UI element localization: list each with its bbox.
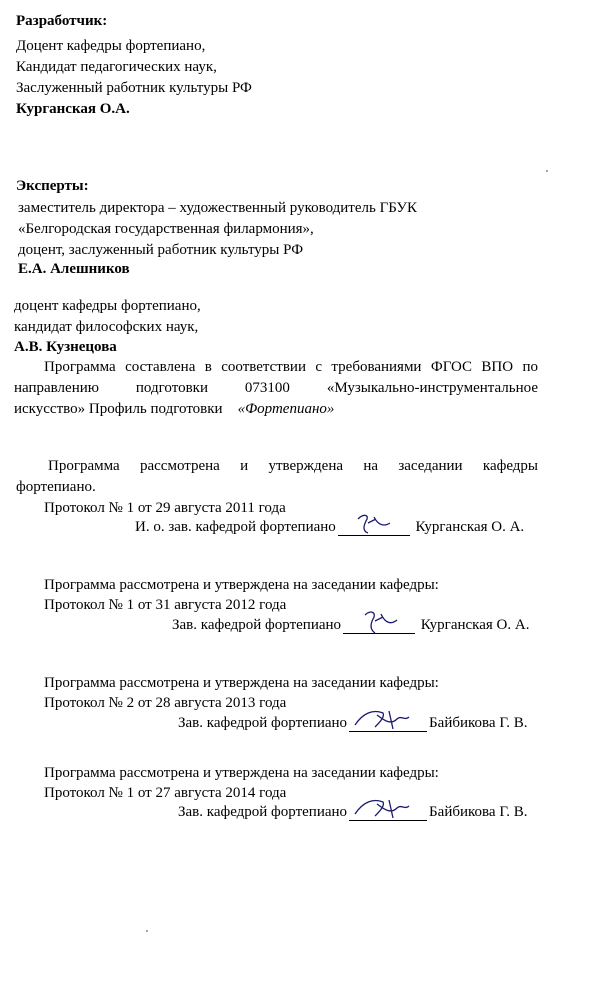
expert1-line: заместитель директора – художественный руководитель ГБУК — [18, 200, 417, 216]
compliance-line-prefix: искусство» Профиль подготовки — [14, 401, 223, 417]
approval-role: Зав. кафедрой фортепиано — [172, 617, 342, 633]
expert2-line: кандидат философских наук, — [14, 319, 199, 335]
approval-role: Зав. кафедрой фортепиано — [178, 715, 348, 731]
approval-role: И. о. зав. кафедрой фортепиано — [135, 519, 336, 535]
developer-line: Доцент кафедры фортепиано, — [16, 38, 206, 54]
developer-heading: Разработчик: — [16, 13, 108, 29]
handwritten-signature — [338, 519, 410, 536]
approval-signature-row — [135, 518, 524, 536]
scan-speck — [146, 930, 148, 932]
approval-signature-row — [172, 616, 529, 634]
approval-name: Байбикова Г. В. — [429, 804, 528, 820]
approval-text: Программа рассмотрена и утверждена на заседании кафедры — [48, 458, 538, 474]
expert2-name: А.В. Кузнецова — [14, 339, 117, 355]
approval-protocol: Протокол № 1 от 31 августа 2012 года — [44, 597, 287, 613]
approval-protocol: Протокол № 1 от 29 августа 2011 года — [44, 500, 286, 516]
expert1-line: доцент, заслуженный работник культуры РФ — [18, 242, 304, 258]
approval-text: Программа рассмотрена и утверждена на заседании кафедры: — [44, 765, 439, 781]
approval-text: Программа рассмотрена и утверждена на заседании кафедры: — [44, 577, 439, 593]
developer-line: Кандидат педагогических наук, — [16, 59, 217, 75]
handwritten-signature — [349, 804, 427, 821]
approval-text: фортепиано. — [16, 479, 96, 495]
compliance-line — [14, 400, 334, 418]
approval-name: Курганская О. А. — [415, 519, 525, 535]
expert1-line: «Белгородская государственная филармония», — [18, 221, 314, 237]
approval-text: Программа рассмотрена и утверждена на заседании кафедры: — [44, 675, 439, 691]
developer-name: Курганская О.А. — [16, 101, 130, 117]
handwritten-signature — [343, 617, 415, 634]
expert2-line: доцент кафедры фортепиано, — [14, 298, 201, 314]
handwritten-signature — [349, 715, 427, 732]
approval-name: Байбикова Г. В. — [429, 715, 528, 731]
compliance-line: Программа составлена в соответствии с требованиями ФГОС ВПО по — [44, 359, 538, 375]
approval-signature-row — [178, 803, 528, 821]
expert1-name: Е.А. Алешников — [18, 261, 130, 277]
approval-name: Курганская О. А. — [420, 617, 530, 633]
compliance-profile: «Фортепиано» — [237, 401, 335, 417]
approval-role: Зав. кафедрой фортепиано — [178, 804, 348, 820]
developer-line: Заслуженный работник культуры РФ — [16, 80, 252, 96]
approval-signature-row — [178, 714, 528, 732]
approval-protocol: Протокол № 1 от 27 августа 2014 года — [44, 785, 287, 801]
approval-protocol: Протокол № 2 от 28 августа 2013 года — [44, 695, 287, 711]
compliance-line: направлению подготовки 073100 «Музыкально-инструментальное — [14, 380, 538, 396]
scan-speck — [546, 170, 548, 172]
experts-heading: Эксперты: — [16, 178, 89, 194]
